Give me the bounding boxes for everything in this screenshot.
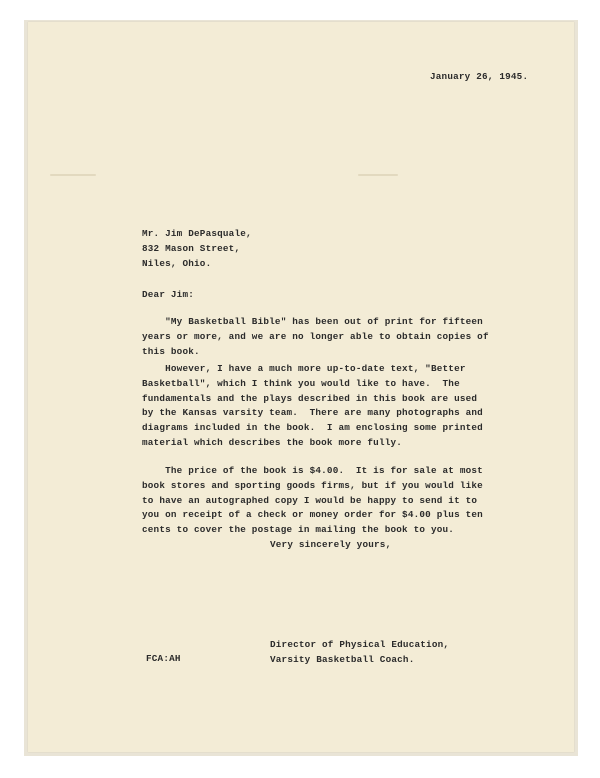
salutation: Dear Jim:	[142, 289, 195, 300]
paragraph-line: diagrams included in the book. I am enclosing some printed	[142, 422, 483, 434]
paragraph-line: "My Basketball Bible" has been out of print for fifteen	[142, 316, 483, 327]
reference-initials: FCA:AH	[146, 653, 181, 664]
signature-block	[270, 638, 449, 668]
paragraph-out-of-print	[142, 315, 532, 359]
faint-bleed-mark	[50, 174, 96, 176]
letter-date: January 26, 1945.	[430, 71, 529, 82]
paragraph-line: Basketball", which I think you would like to have. The	[142, 377, 460, 389]
paragraph-line: this book.	[142, 345, 200, 357]
address-line: 832 Mason Street,	[142, 242, 241, 254]
address-line: Niles, Ohio.	[142, 257, 212, 269]
complimentary-closing: Very sincerely yours,	[270, 539, 392, 550]
signature-title-line: Varsity Basketball Coach.	[270, 653, 415, 665]
paragraph-line: you on receipt of a check or money order for $4.00 plus ten	[142, 509, 483, 521]
paragraph-line: years or more, and we are no longer able to obtain copies of	[142, 330, 489, 342]
paragraph-line: fundamentals and the plays described in this book are used	[142, 392, 478, 404]
paragraph-line: material which describes the book more fully.	[142, 436, 403, 448]
paragraph-line: The price of the book is $4.00. It is for sale at most	[142, 465, 483, 476]
paragraph-line: book stores and sporting goods firms, but if you would like	[142, 479, 483, 491]
paragraph-price	[142, 464, 532, 538]
paragraph-line: to have an autographed copy I would be happy to send it to	[142, 494, 478, 506]
faint-bleed-mark	[358, 174, 398, 176]
paragraph-line: However, I have a much more up-to-date text, "Better	[142, 363, 466, 374]
signature-title-line: Director of Physical Education,	[270, 639, 450, 650]
recipient-address	[142, 227, 252, 271]
paragraph-better-basketball	[142, 362, 532, 451]
address-line: Mr. Jim DePasquale,	[142, 228, 252, 239]
paragraph-line: cents to cover the postage in mailing the book to you.	[142, 524, 455, 536]
paragraph-line: by the Kansas varsity team. There are many photographs and	[142, 407, 483, 419]
